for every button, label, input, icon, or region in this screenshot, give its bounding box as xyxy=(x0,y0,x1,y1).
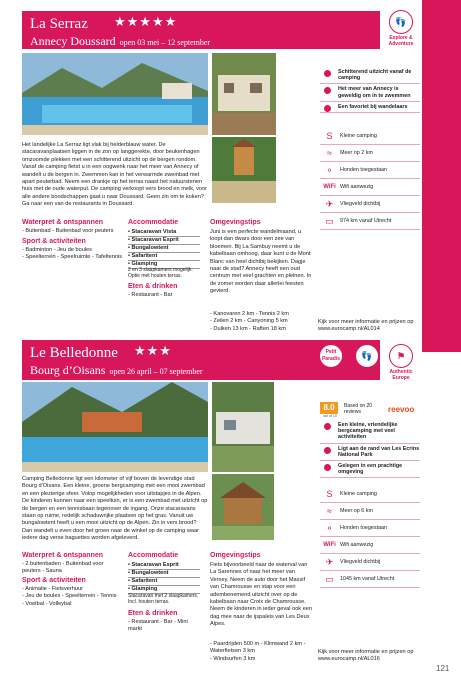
rating-text: Based on 20 reviews xyxy=(344,403,373,415)
feature-row: ✈ Vliegveld dichtbij xyxy=(320,196,420,213)
feature-row: S Kleine camping xyxy=(320,486,420,503)
accommodation-item: • Safaritent xyxy=(128,253,200,261)
dog-icon: ⚬ xyxy=(325,523,334,533)
flag-icon: ⚑ xyxy=(389,344,413,368)
camping-location: Annecy Doussard open 03 mei – 12 september xyxy=(30,34,211,48)
more-info: Kijk voor meer informatie en prijzen op www.eurocamp.nl/AL014 xyxy=(318,319,414,333)
feature-row: WiFi Wifi aanwezig xyxy=(320,179,420,196)
side-band xyxy=(422,0,461,352)
accommodation-item: • Glamping xyxy=(128,261,200,269)
accommodation-heading: Accommodatie xyxy=(128,219,179,226)
camping-description: Camping Belledonne ligt een kilometer of vijf boven de levendige stad Bourg d’Oisans. Een kleine, groene bergcamping met een mooi zwembad en een plezierige sfeer. Volop mogelijkheden voor uitstapjes in de Alpen. De kinderen kunnen naar een speeltuin, er is een zwembad met uitzicht op de bergen en een tennisbaan tegenover de ingang. Onze stacaravans staan op ruime, redelijk schaduwrijke plaatsen op het gras. Vanuit uw bungalowtent heeft u een mooi uitzicht op de Alpen. Zin in vers brood? Dan wandelt u even door het groen naar de winkel op de camping waar iedere dag verse baguettes worden afgeleverd. xyxy=(22,476,208,542)
car-icon: ▭ xyxy=(325,216,334,226)
authentic-europe-label: ⚑ Authentic Europe xyxy=(386,344,416,381)
lake-icon: ≈ xyxy=(327,506,332,516)
reevoo-logo: reevoo xyxy=(388,405,415,414)
camping-header xyxy=(22,11,380,49)
feature-row: ▭ 1045 km vanaf Utrecht xyxy=(320,571,420,588)
highlights-panel xyxy=(320,420,420,478)
tips-text: Juni is een perfecte wandelmaand, u loopt dan dwars door een zee van bloemen. Bij La Sambuy neemt u de kabelbaan omhoog, daar kunt u de Mont Blanc van heel dichtbij bekijken. Dagje naar de stad? Annecy heeft een oud centrum met veel grachten en pleinen. In de zomer worden daar allerlei feesten gevierd. xyxy=(210,229,312,295)
highlight-item: Een favoriet bij wandelaars xyxy=(320,102,420,113)
page-number: 121 xyxy=(436,664,450,673)
tips-heading: Omgevingstips xyxy=(210,552,261,559)
camping-name: Le Belledonne xyxy=(30,345,118,361)
camping-location: Bourg d’Oisans open 26 april – 07 september xyxy=(30,363,203,377)
opening-period: open 26 april – 07 september xyxy=(109,367,203,376)
lake-icon: ≈ xyxy=(327,148,332,158)
opening-period: open 03 mei – 12 september xyxy=(119,38,211,47)
sport-heading: Sport & activiteiten xyxy=(22,577,86,584)
dog-icon: ⚬ xyxy=(325,165,334,175)
water-list: - 2 buitenbaden - Buitenbad voor peuters - Sauna xyxy=(22,561,104,575)
feature-row: WiFi Wifi aanwezig xyxy=(320,537,420,554)
water-heading: Waterpret & ontspannen xyxy=(22,552,104,559)
feature-row: ⚬ Honden toegestaan xyxy=(320,520,420,537)
sport-list: - Badminton - Jeu de boules - Speelterrein - Speelruimte - Tafeltennis xyxy=(22,247,123,261)
star-rating: ★★★ xyxy=(134,343,172,358)
photo-mobile-home xyxy=(212,53,276,135)
camping-name: La Serraz xyxy=(30,16,88,32)
highlight-item: Het meer van Annecy is geweldig om in te zwemmen xyxy=(320,84,420,101)
highlight-item: Ligt aan de rand van Les Ecrins National Park xyxy=(320,444,420,461)
rating-scale: out of 10 xyxy=(323,414,337,418)
distances-list: - Paardrijden 500 m - Klimwand 2 km - Waterfietsen 3 km - Windsurfen 3 km xyxy=(210,641,306,662)
petit-paradis-icon: Petit Paradis xyxy=(319,344,343,368)
photo-pool xyxy=(22,382,208,472)
food-list: - Restaurant - Bar - Mini markt xyxy=(128,619,188,633)
car-icon: ▭ xyxy=(325,574,334,584)
accommodation-note: Stacaravan met 2 slaapkamers. Incl. houten terras. xyxy=(128,593,199,605)
photo-mobile-home xyxy=(212,382,274,472)
accommodation-list xyxy=(128,562,200,594)
feature-row: ≈ Meer op 6 km xyxy=(320,503,420,520)
star-rating: ★★★★★ xyxy=(114,14,178,29)
highlight-item: Gelegen in een prachtige omgeving xyxy=(320,461,420,478)
tips-text: Fiets bijvoorbeeld naar de waterval van La Sarennes of naar het meer van Verney. Neem de auto door het Massif van Chamrousse en stap voor een adembenemend uitzicht over op de kabelbaan naar Croix de Chamrousse. Neem de kinderen in ieder geval ook een dag mee naar de ijspaleis van Les Deux Alpes. xyxy=(210,562,312,628)
more-info: Kijk voor meer informatie en prijzen op www.eurocamp.nl/AL016 xyxy=(318,649,414,663)
photo-playground xyxy=(212,137,276,203)
highlights-panel xyxy=(320,67,420,113)
accommodation-item: • Stacaravan Esprit xyxy=(128,562,200,570)
water-heading: Waterpret & ontspannen xyxy=(22,219,104,226)
explore-adventure-label: 👣 Explore & Adventure xyxy=(386,10,416,47)
feature-row: S Kleine camping xyxy=(320,128,420,145)
plane-icon: ✈ xyxy=(325,557,334,567)
feature-row: ⚬ Honden toegestaan xyxy=(320,162,420,179)
accommodation-item: • Bungalowtent xyxy=(128,245,200,253)
boot-icon: 👣 xyxy=(355,344,379,368)
explore-adventure-label: 👣 Explore & Adventure xyxy=(352,344,382,381)
accommodation-item: • Stacaravan Esprit xyxy=(128,237,200,245)
wifi-icon: WiFi xyxy=(323,184,336,190)
highlight-item: Schitterend uitzicht vanaf de camping xyxy=(320,67,420,84)
child-icon: S xyxy=(326,131,333,141)
wifi-icon: WiFi xyxy=(323,542,336,548)
water-list: - Buitenbad - Buitenbad voor peuters xyxy=(22,228,114,234)
tips-heading: Omgevingstips xyxy=(210,219,261,226)
camping-description: Het landelijke La Serraz ligt vlak bij helderblauw water. De stacaravanplaatsen liggen in de zon op langgerekte, door beukenhagen omzoomde plekken met een schitterend uitzicht op de bergen rondom. Vanaf de camping fietst u in een oogwenk naar het meer van Annecy of wandelt u de bergen in. Zwemmen kan in het verwarmde zwembad met apart peuterbad. Neem een drankje op het terras naast het natuurstenen huis met de oude waterput. De camping verkoopt vers brood en melk, voor alle andere boodschappen gaat u naar Doussard. Geen zin om te koken? Ga naar een van de restaurants in Doussard. xyxy=(22,142,208,208)
accommodation-item: • Stacaravan Vista xyxy=(128,229,200,237)
sport-list: - Animatie - Fietsverhuur - Jeu de boules - Speelterrein - Tennis - Voetbal - Volleybal xyxy=(22,586,117,607)
accommodation-item: • Bungalowtent xyxy=(128,570,200,578)
petit-paradis-label xyxy=(316,344,346,369)
accommodation-list xyxy=(128,229,200,269)
feature-row: ✈ Vliegveld dichtbij xyxy=(320,554,420,571)
highlight-item: Een kleine, vriendelijke bergcamping met veel activiteiten xyxy=(320,420,420,444)
side-title: Franse Alpen - Frankrijk xyxy=(385,150,400,291)
food-list: - Restaurant - Bar xyxy=(128,292,173,298)
photo-chalet xyxy=(212,474,274,540)
food-heading: Eten & drinken xyxy=(128,283,178,290)
features-panel xyxy=(320,128,420,230)
food-heading: Eten & drinken xyxy=(128,610,178,617)
child-icon: S xyxy=(326,489,333,499)
accommodation-item: • Safaritent xyxy=(128,578,200,586)
accommodation-item: • Glamping xyxy=(128,586,200,594)
boot-icon: 👣 xyxy=(389,10,413,34)
feature-row: ▭ 974 km vanaf Utrecht xyxy=(320,213,420,230)
distances-list: - Kanovaren 2 km - Tennis 2 km - Zeilen 2 km - Canyoning 5 km - Duiken 13 km - Raften 18 km xyxy=(210,311,289,332)
features-panel xyxy=(320,486,420,588)
accommodation-heading: Accommodatie xyxy=(128,552,179,559)
sport-heading: Sport & activiteiten xyxy=(22,238,86,245)
plane-icon: ✈ xyxy=(325,199,334,209)
rating-score: 8.0 xyxy=(320,402,338,414)
accommodation-note: 2 en 3 slaapkamers mogelijk. Optie met houten terras. xyxy=(128,267,193,279)
photo-pool xyxy=(22,53,208,135)
feature-row: ≈ Meer op 2 km xyxy=(320,145,420,162)
